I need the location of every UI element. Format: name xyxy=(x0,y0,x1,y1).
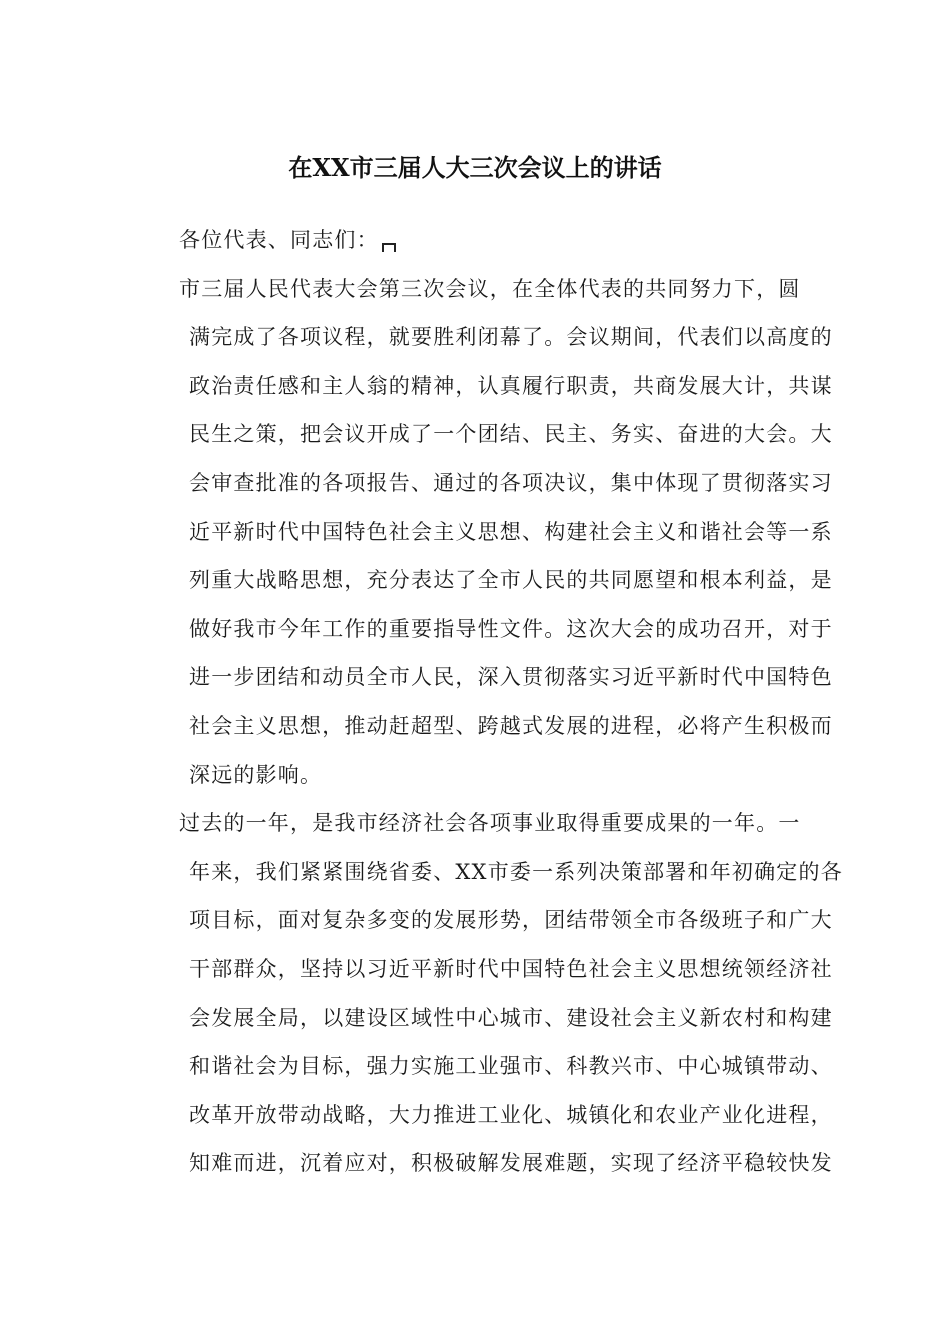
paragraph-1 xyxy=(147,265,833,800)
text-line: 会审查批准的各项报告、通过的各项决议，集中体现了贯彻落实习 xyxy=(189,470,833,495)
text-line: 市三届人民代表大会第三次会议，在全体代表的共同努力下，圆 xyxy=(179,276,801,301)
salutation-text: 各位代表、同志们： xyxy=(179,228,379,252)
text-line: 会发展全局，以建设区域性中心城市、建设社会主义新农村和构建 xyxy=(189,1005,833,1030)
text-line: 进一步团结和动员全市人民，深入贯彻落实习近平新时代中国特色 xyxy=(189,665,833,690)
text-line: 过去的一年，是我市经济社会各项事业取得重要成果的一年。一 xyxy=(179,811,801,836)
text-line: 年来，我们紧紧围绕省委、XX市委一系列决策部署和年初确定的各 xyxy=(189,859,843,884)
text-line: 项目标，面对复杂多变的发展形势，团结带领全市各级班子和广大 xyxy=(189,908,833,933)
text-line: 满完成了各项议程，就要胜利闭幕了。会议期间，代表们以高度的 xyxy=(189,325,833,350)
text-line: 干部群众，坚持以习近平新时代中国特色社会主义思想统领经济社 xyxy=(189,956,833,981)
text-line: 和谐社会为目标，强力实施工业强市、科教兴市、中心城镇带动、 xyxy=(189,1054,833,1079)
text-line: 深远的影响。 xyxy=(189,762,323,787)
paragraph-2 xyxy=(147,799,843,1188)
text-line: 改革开放带动战略，大力推进工业化、城镇化和农业产业化进程， xyxy=(189,1102,833,1127)
document-title: 在XX市三届人大三次会议上的讲话 xyxy=(288,153,662,182)
text-line: 民生之策，把会议开成了一个团结、民主、务实、奋进的大会。大 xyxy=(189,422,833,447)
text-line: 政治责任感和主人翁的精神，认真履行职责，共商发展大计，共谋 xyxy=(189,373,833,398)
text-line: 近平新时代中国特色社会主义思想、构建社会主义和谐社会等一系 xyxy=(189,519,833,544)
text-line: 列重大战略思想，充分表达了全市人民的共同愿望和根本利益，是 xyxy=(189,568,833,593)
text-line: 知难而进，沉着应对，积极破解发展难题，实现了经济平稳较快发 xyxy=(189,1151,833,1176)
text-cursor-icon xyxy=(382,243,396,252)
salutation-paragraph xyxy=(147,216,807,265)
text-line: 社会主义思想，推动赶超型、跨越式发展的进程，必将产生积极而 xyxy=(189,713,833,738)
document-body xyxy=(147,216,843,1188)
text-line: 做好我市今年工作的重要指导性文件。这次大会的成功召开，对于 xyxy=(189,616,833,641)
salutation-line xyxy=(147,216,807,265)
